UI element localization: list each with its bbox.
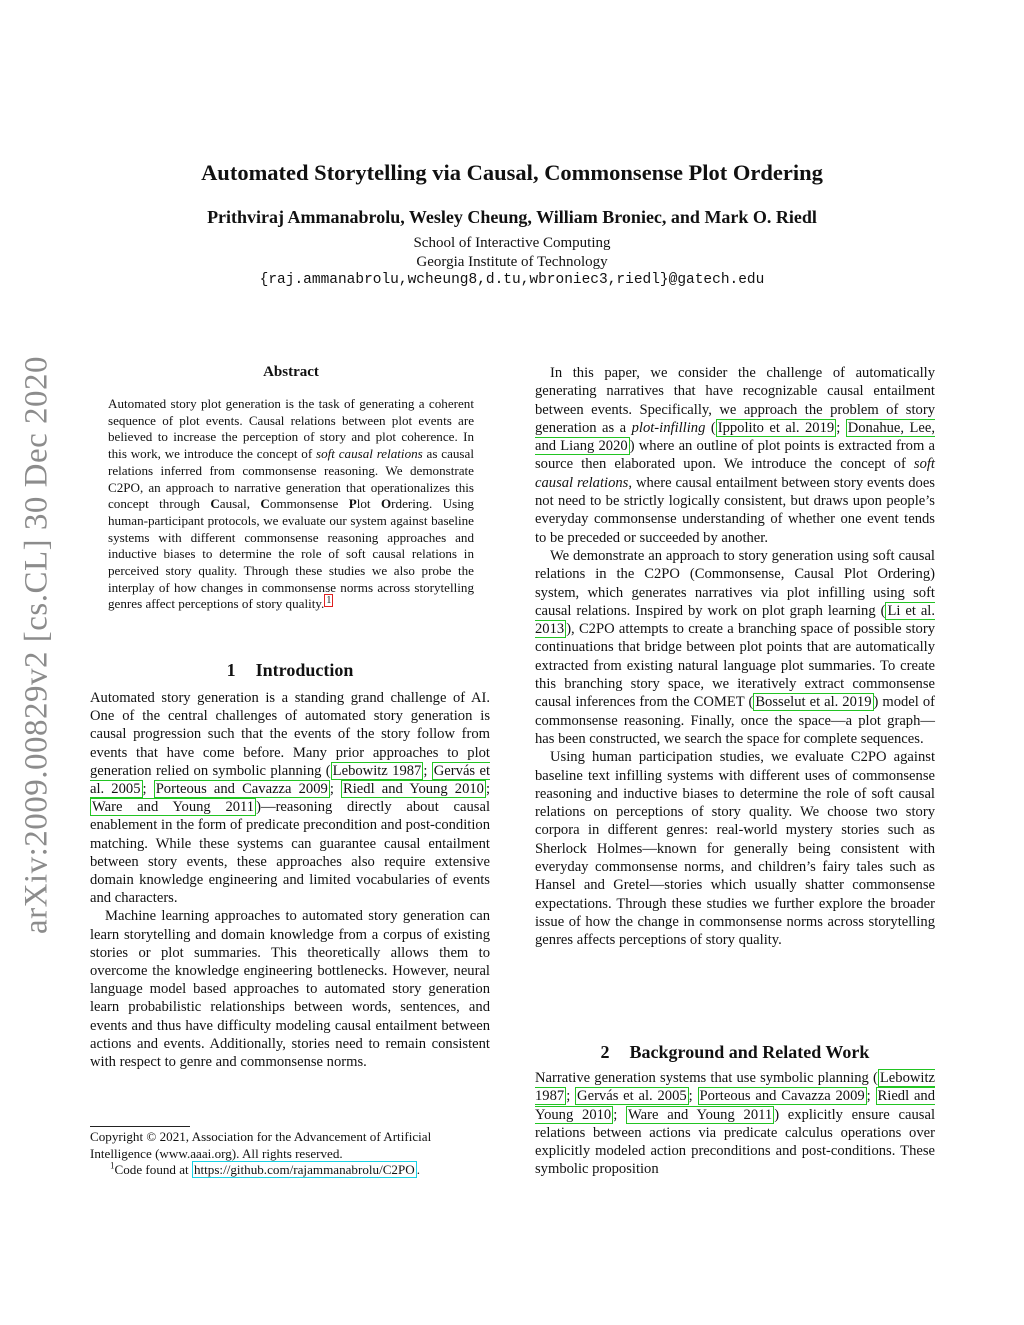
citation-bosselut-2019[interactable]: Bosselut et al. 2019 [755,694,872,711]
citation-li-2013[interactable]: Li et al. 2013 [535,602,935,638]
citation-porteous-2009[interactable]: Porteous and Cavazza 2009 [699,1088,865,1105]
section-title: Introduction [255,660,354,680]
background-paragraph-1: Narrative generation systems that use symbolic planning ( Lebowitz 1987 ; Gervás et al. 2005 ; Porteous and Cavazza 2009 ; Riedl and Young 2010 ; Ware and Young 2011 ) explicitly ensure causal relations between actions via predicate calculus operations over explicitly modeled action preconditions and post-conditions. These symbolic proposition [535,1070,936,1178]
footnote-1: $^1$Code found at https://github.com/rajammanabrolu/C2PO . [110,1160,421,1177]
citation-donahue-2020[interactable]: Donahue, Lee, and Liang 2020 [535,419,936,455]
citation-gervas-2005[interactable]: Gervás et al. 2005 [90,762,490,798]
citation-ware-2011[interactable]: Ware and Young 2011 [92,799,255,816]
arxiv-stamp [14,350,60,940]
section-number: 1 [226,660,236,680]
citation-riedl-2010[interactable]: Riedl and Young 2010 [343,781,484,798]
abstract-body [108,396,474,613]
footnote-1-link[interactable]: 1 [326,595,332,607]
affiliation-institute: Georgia Institute of Technology [416,254,608,270]
code-url-link[interactable]: https://github.com/rajammanabrolu/C2PO [193,1162,415,1177]
citation-lebowitz-1987[interactable]: Lebowitz 1987 [535,1070,935,1105]
citation-ware-2011[interactable]: Ware and Young 2011 [628,1106,773,1123]
intro-paragraph-1: Automated story generation is a standing grand challenge of AI. One of the central challenges of automated story generation is causal progression such that the events of the story follow from events that have come before. Many prior approaches to plot generation relied on symbolic planning ( Lebowitz 1987 ; Gervás et al. 2005 ; Porteous and Cavazza 2009 ; Riedl and Young 2010 ; Ware and Young 2011 )—reasoning directly about causal enablement in the form of predicate precondition and post-condition matching. While these systems can guarantee causal entailment between story events, these approaches also require extensive domain knowledge engineering and limited vocabularies of events and characters. [90,690,491,907]
abstract-heading: Abstract [263,364,319,380]
intro-paragraph-2: Machine learning approaches to automated story generation can learn storytelling and domain knowledge from a corpus of existing stories or plot summaries. This theoretically allows them to overcome the knowledge engineering bottlenecks. However, neural language model based approaches to automated story generation learn probabilistic relationships between words, sentences, and events and thus have difficulty modeling causal entailment between actions and events. Additionally, stories need to remain consistent with respect to genre and commonsense norms. [90,908,490,1071]
footnote-rule [90,1126,190,1127]
abstract-paragraph: Automated story plot generation is the task of generating a coherent sequence of plot events. Causal relations between plot events are believed to increase the perception of story and plot coherence. In this work, we introduce the concept of soft causal relations as causal relations inferred from commonsense reasoning. We demonstrate C2PO, an approach to narrative generation that operationalizes this concept through Causal, Commonsense Plot Ordering. Using human-participant protocols, we evaluate our system against baseline systems with different commonsense reasoning approaches and inductive biases to determine the role of soft causal relations in perceived story quality. Through these studies we also probe the interplay of how changes in commonsense norms across storytelling genres affect perceptions of story quality. $^1$ [108,396,474,612]
background-body [535,1069,935,1179]
right-paragraph-2: We demonstrate an approach to story generation using soft causal relations in the C2PO (Commonsense, Causal Plot Ordering) system, which generates narratives via plot infilling using soft causal relations. Inspired by work on plot graph learning ( Li et al. 2013 ), C2PO attempts to create a branching space of possible story continuations that bridge between plot points that are automatically extracted from existing natural language plot summaries. To create this branching story space, we iteratively extract commonsense causal inferences from the COMET ( Bosselut et al. 2019 ) model of commonsense reasoning. Finally, once the space—a plot graph—has been constructed, we search the space for complete sequences. [535,547,935,747]
section-heading-background [535,1042,935,1063]
right-paragraph-1: In this paper, we consider the challenge of automatically generating narratives that have recognizable causal entailment between events. Specifically, we approach the problem of story generation as a plot-infilling ( Ippolito et al. 2019 ; Donahue, Lee, and Liang 2020 ) where an outline of plot points is extracted from a source then elaborated upon. We introduce the concept of soft causal relations, where causal entailment between story events does not need to be strictly logically consistent, but draws upon people’s everyday commonsense understanding of whether one event tends to be preceded or succeeded by another. [535,365,936,546]
arxiv-stamp-text: arXiv:2009.00829v2 [cs.CL] 30 Dec 2020 [18,355,55,935]
citation-gervas-2005[interactable]: Gervás et al. 2005 [577,1088,687,1105]
copyright-notice: Copyright © 2021, Association for the Advancement of Artificial Intelligence (www.aaai.org). All rights reserved. [90,1129,432,1161]
footnotes [90,1129,490,1179]
paper-title: Automated Storytelling via Causal, Commonsense Plot Ordering [201,160,823,185]
right-paragraph-3: Using human participation studies, we evaluate C2PO against baseline text infilling systems with different uses of commonsense reasoning and inductive biases to determine the role of soft causal relations on perceptions of story quality. We choose two story corpora in different genres: real-world mystery stories such as Sherlock Holmes—known for generally being consistent with everyday commonsense norms, and children’s fairy tales such as Hansel and Gretel—stories which usually shatter commonsense expectations. Through these studies we further explore the broader issue of how the change in commonsense norms across storytelling genres affects perceptions of story quality. [535,749,935,949]
section-title: Background and Related Work [629,1042,870,1062]
paper-authors: Prithviraj Ammanabrolu, Wesley Cheung, William Broniec, and Mark O. Riedl [207,207,817,227]
section-number: 2 [600,1042,610,1062]
citation-riedl-2010[interactable]: Riedl and Young 2010 [535,1088,936,1123]
citation-ippolito-2019[interactable]: Ippolito et al. 2019 [717,419,835,436]
citation-porteous-2009[interactable]: Porteous and Cavazza 2009 [155,781,328,798]
section-heading-introduction [90,660,490,681]
author-emails: {raj.ammanabrolu,wcheung8,d.tu,wbroniec3,riedl}@gatech.edu [259,272,765,288]
introduction-body [90,689,490,1071]
affiliation-school: School of Interactive Computing [413,235,611,251]
citation-lebowitz-1987[interactable]: Lebowitz 1987 [332,762,422,779]
right-column-body [535,364,935,950]
